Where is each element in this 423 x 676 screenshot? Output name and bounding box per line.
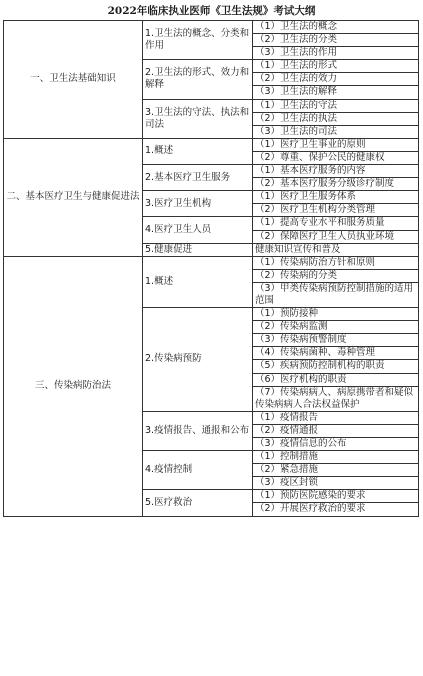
point-cell: （3）疫情信息的公布	[253, 438, 419, 451]
subunit-cell: 1.卫生法的概念、分类和作用	[143, 21, 253, 60]
point-cell: （1）卫生法的概念	[253, 21, 419, 34]
subunit-cell: 3.卫生法的守法、执法和司法	[143, 99, 253, 138]
point-cell: （1）卫生法的守法	[253, 99, 419, 112]
point-cell: （2）传染病的分类	[253, 269, 419, 282]
subunit-cell: 4.疫情控制	[143, 451, 253, 490]
unit-cell: 三、传染病防治法	[4, 256, 143, 516]
point-cell: （1）提高专业水平和服务质量	[253, 217, 419, 230]
point-cell: （2）开展医疗救治的要求	[253, 503, 419, 516]
point-cell: （1）控制措施	[253, 451, 419, 464]
point-cell: （1）医疗卫生服务体系	[253, 191, 419, 204]
point-cell: （2）紧急措施	[253, 464, 419, 477]
subunit-cell: 2.卫生法的形式、效力和解释	[143, 60, 253, 99]
unit-cell: 二、基本医疗卫生与健康促进法	[4, 138, 143, 256]
point-cell: （2）医疗卫生机构分类管理	[253, 204, 419, 217]
point-cell: （2）尊重、保护公民的健康权	[253, 151, 419, 164]
subunit-cell: 5.健康促进	[143, 243, 253, 256]
point-cell: （2）基本医疗服务分级诊疗制度	[253, 178, 419, 191]
point-cell: （1）传染病防治方针和原则	[253, 256, 419, 269]
point-cell: 健康知识宣传和普及	[253, 243, 419, 256]
point-cell: （1）卫生法的形式	[253, 60, 419, 73]
point-cell: （2）保障医疗卫生人员执业环境	[253, 230, 419, 243]
point-cell: （4）传染病菌种、毒种管理	[253, 347, 419, 360]
point-cell: （3）卫生法的解释	[253, 86, 419, 99]
subunit-cell: 2.基本医疗卫生服务	[143, 165, 253, 191]
point-cell: （5）疾病预防控制机构的职责	[253, 360, 419, 373]
point-cell: （3）卫生法的司法	[253, 125, 419, 138]
point-cell: （3）卫生法的作用	[253, 47, 419, 60]
point-cell: （1）医疗卫生事业的原则	[253, 138, 419, 151]
subunit-cell: 1.概述	[143, 138, 253, 164]
subunit-cell: 4.医疗卫生人员	[143, 217, 253, 243]
subunit-cell: 3.医疗卫生机构	[143, 191, 253, 217]
point-cell: （1）预防医院感染的要求	[253, 490, 419, 503]
point-cell: （1）基本医疗服务的内容	[253, 165, 419, 178]
table-row	[4, 256, 419, 269]
subunit-cell: 2.传染病预防	[143, 308, 253, 412]
syllabus-table	[3, 20, 419, 517]
point-cell: （2）卫生法的分类	[253, 34, 419, 47]
document-title: 2022年临床执业医师《卫生法规》考试大纲	[107, 5, 316, 17]
subunit-cell: 3.疫情报告、通报和公布	[143, 411, 253, 450]
point-cell: （3）甲类传染病预防控制措施的适用范围	[253, 282, 419, 307]
subunit-cell: 5.医疗救治	[143, 490, 253, 516]
point-cell: （2）疫情通报	[253, 424, 419, 437]
point-cell: （1）疫情报告	[253, 411, 419, 424]
point-cell: （1）预防接种	[253, 308, 419, 321]
point-cell: （3）传染病预警制度	[253, 334, 419, 347]
point-cell: （6）医疗机构的职责	[253, 373, 419, 386]
table-row	[4, 21, 419, 34]
point-cell: （3）疫区封锁	[253, 477, 419, 490]
point-cell: （2）卫生法的执法	[253, 112, 419, 125]
point-cell: （7）传染病病人、病原携带者和疑似传染病病人合法权益保护	[253, 386, 419, 411]
unit-cell: 一、卫生法基础知识	[4, 21, 143, 139]
subunit-cell: 1.概述	[143, 256, 253, 307]
point-cell: （2）卫生法的效力	[253, 73, 419, 86]
point-cell: （2）传染病监测	[253, 321, 419, 334]
table-row	[4, 138, 419, 151]
